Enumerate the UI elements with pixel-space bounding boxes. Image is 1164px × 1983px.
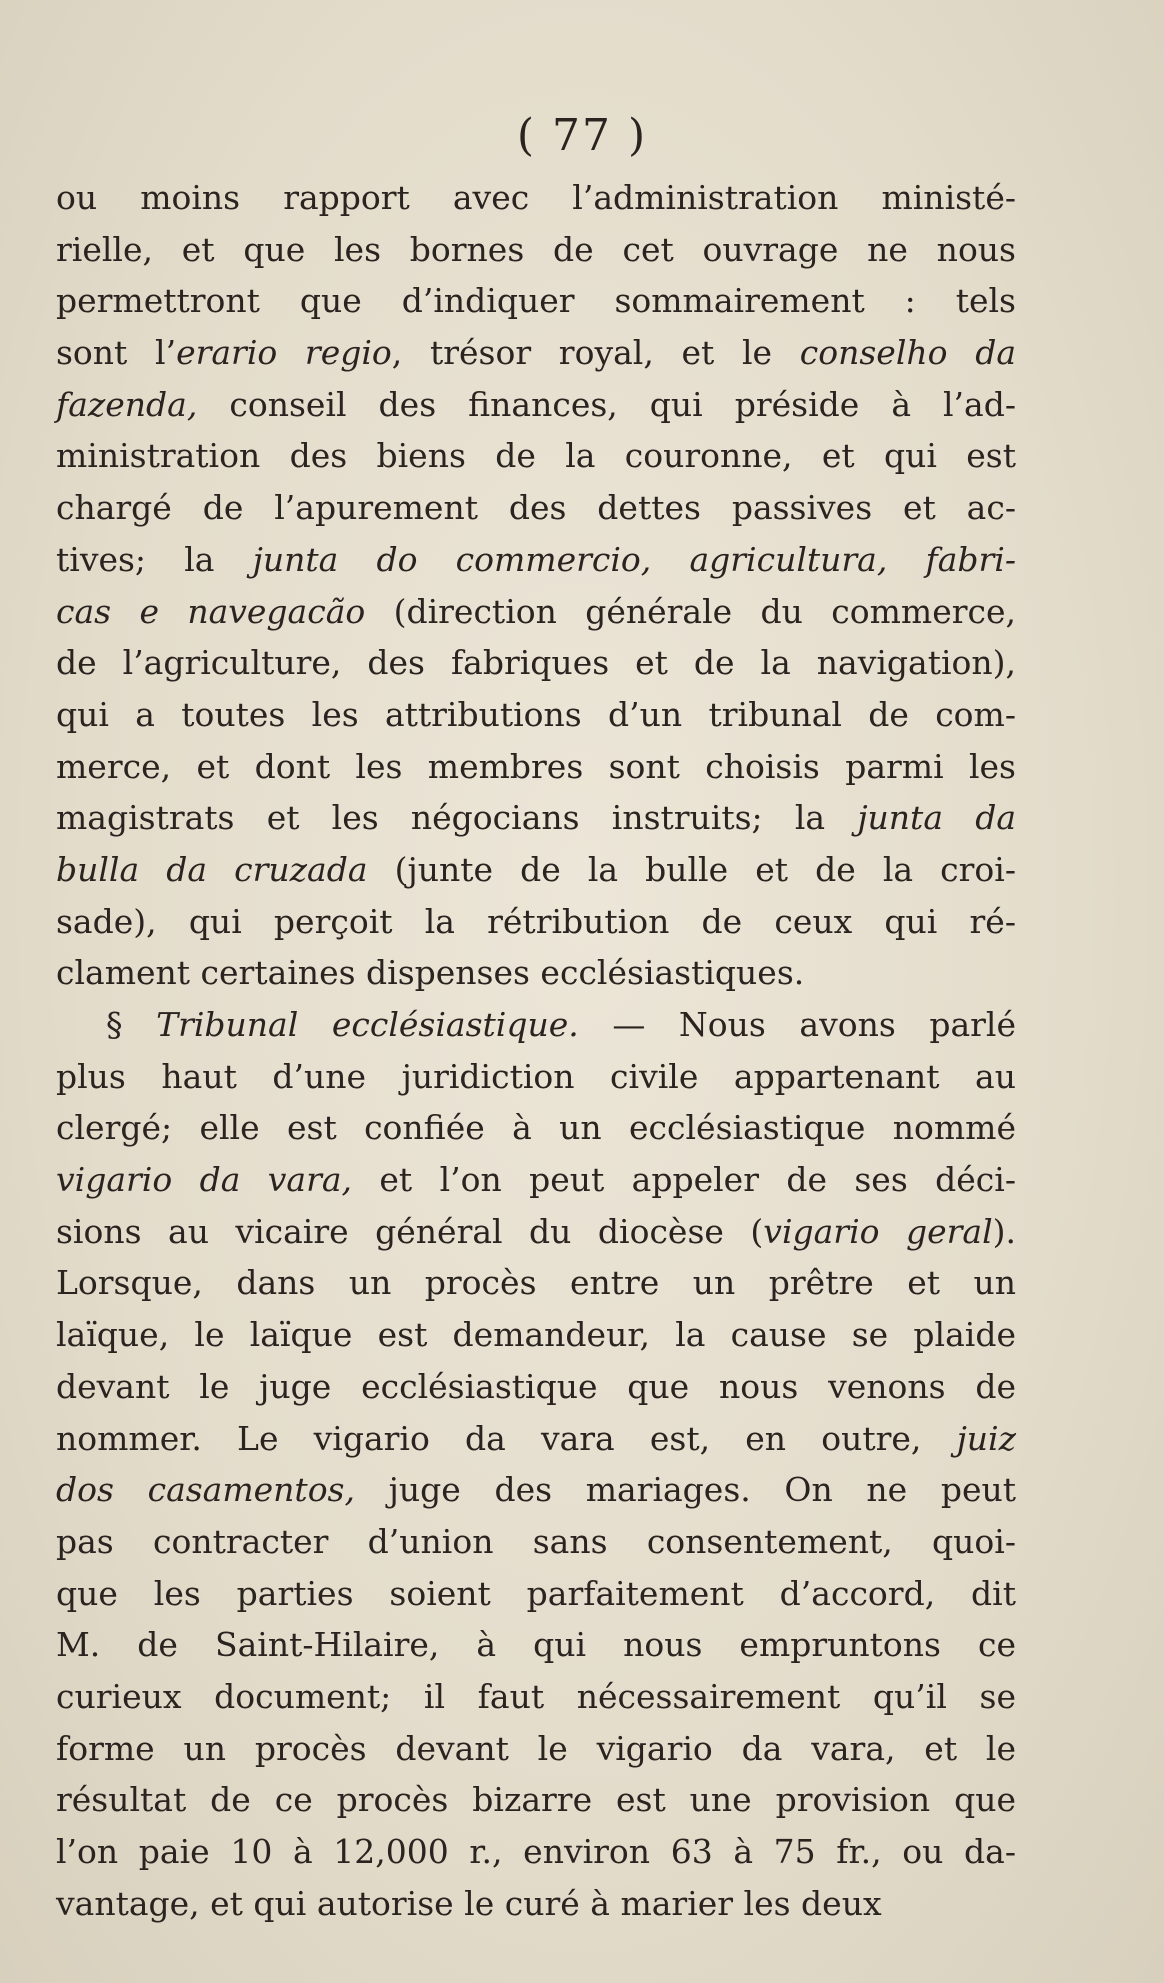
text-line bbox=[56, 844, 1016, 896]
text-segment: curieux document; il faut nécessairement qu’il se bbox=[56, 1676, 1016, 1716]
text-segment: résultat de ce procès bizarre est une provision que bbox=[56, 1780, 1016, 1820]
italic-text: junta da bbox=[857, 798, 1016, 838]
text-line bbox=[56, 741, 1016, 793]
text-line bbox=[56, 947, 1016, 999]
text-segment: Lorsque, dans un procès entre un prêtre et un bbox=[56, 1263, 1016, 1303]
text-segment: § bbox=[106, 1005, 157, 1044]
text-segment: chargé de l’apurement des dettes passives et ac- bbox=[56, 488, 1016, 528]
text-segment: clament certaines dispenses ecclésiastiques. bbox=[56, 953, 805, 993]
text-segment: vantage, et qui autorise le curé à marier les deux bbox=[56, 1883, 882, 1923]
text-line bbox=[56, 1774, 1016, 1826]
text-segment: de l’agriculture, des fabriques et de la navigation), bbox=[56, 643, 1016, 683]
text-segment: sont l’ bbox=[56, 333, 177, 373]
italic-text: cas e navegacão bbox=[56, 591, 366, 631]
text-line bbox=[56, 1051, 1016, 1103]
text-segment: , trésor royal, et le bbox=[391, 333, 800, 373]
text-line bbox=[56, 534, 1016, 586]
text-line bbox=[56, 1154, 1016, 1206]
text-line bbox=[56, 999, 1016, 1051]
italic-text: conselho da bbox=[799, 333, 1016, 373]
text-segment: que les parties soient parfaitement d’accord, dit bbox=[56, 1573, 1016, 1613]
text-segment: M. de Saint-Hilaire, à qui nous empruntons ce bbox=[56, 1625, 1016, 1665]
text-segment: conseil des finances, qui préside à l’ad- bbox=[197, 384, 1016, 424]
text-line bbox=[56, 1309, 1016, 1361]
text-segment: sade), qui perçoit la rétribution de ceux qui ré- bbox=[56, 901, 1016, 941]
text-segment: rielle, et que les bornes de cet ouvrage ne nous bbox=[56, 229, 1016, 269]
text-segment: — Nous avons parlé bbox=[578, 1005, 1017, 1044]
text-segment: tives; la bbox=[56, 539, 253, 579]
italic-text: vigario geral bbox=[763, 1211, 993, 1251]
text-segment: l’on paie 10 à 12,000 r., environ 63 à 75 fr., ou da- bbox=[56, 1832, 1016, 1871]
text-segment: permettront que d’indiquer sommairement : tels bbox=[56, 281, 1016, 321]
text-segment: qui a toutes les attributions d’un tribunal de com- bbox=[56, 694, 1016, 734]
text-segment: ). bbox=[992, 1211, 1017, 1251]
text-line bbox=[56, 1361, 1016, 1413]
text-line bbox=[56, 1671, 1016, 1723]
text-segment: devant le juge ecclésiastique que nous venons de bbox=[56, 1366, 1016, 1406]
text-segment: magistrats et les négocians instruits; la bbox=[56, 798, 858, 838]
text-line bbox=[56, 275, 1016, 327]
text-segment: (direction générale du commerce, bbox=[365, 591, 1016, 631]
text-segment: plus haut d’une juridiction civile appartenant au bbox=[56, 1056, 1016, 1096]
text-line bbox=[56, 172, 1016, 224]
text-line bbox=[56, 586, 1016, 638]
text-segment: et l’on peut appeler de ses déci- bbox=[352, 1160, 1016, 1200]
text-segment: ministration des biens de la couronne, et qui est bbox=[56, 436, 1016, 476]
text-line bbox=[56, 224, 1016, 276]
italic-text: junta do commercio, agricultura, fabri- bbox=[252, 539, 1016, 579]
text-line bbox=[56, 327, 1016, 379]
text-line bbox=[56, 1206, 1016, 1258]
text-line bbox=[56, 896, 1016, 948]
text-line bbox=[56, 792, 1016, 844]
text-line bbox=[56, 1413, 1016, 1465]
text-segment: juge des mariages. On ne peut bbox=[354, 1470, 1016, 1510]
italic-text: juiz bbox=[956, 1418, 1016, 1458]
page-number: ( 77 ) bbox=[516, 110, 648, 161]
italic-text: bulla da cruzada bbox=[56, 849, 368, 889]
text-line bbox=[56, 1464, 1016, 1516]
text-segment: forme un procès devant le vigario da vara, et le bbox=[56, 1728, 1016, 1768]
text-segment: ou moins rapport avec l’administration ministé- bbox=[56, 178, 1016, 217]
italic-text: fazenda, bbox=[56, 384, 198, 424]
text-segment: clergé; elle est confiée à un ecclésiastique nommé bbox=[56, 1108, 1016, 1148]
text-line bbox=[56, 379, 1016, 431]
text-segment: nommer. Le vigario da vara est, en outre, bbox=[56, 1418, 957, 1458]
text-line bbox=[56, 1878, 1016, 1930]
text-segment: laïque, le laïque est demandeur, la cause se plaide bbox=[56, 1315, 1016, 1355]
text-segment: (junte de la bulle et de la croi- bbox=[367, 849, 1016, 889]
text-line bbox=[56, 1102, 1016, 1154]
text-line bbox=[56, 689, 1016, 741]
italic-text: erario regio bbox=[176, 333, 392, 373]
text-line bbox=[56, 1723, 1016, 1775]
text-line bbox=[56, 430, 1016, 482]
text-segment: pas contracter d’union sans consentement, quoi- bbox=[56, 1521, 1016, 1561]
text-segment: sions au vicaire général du diocèse ( bbox=[56, 1211, 764, 1251]
text-line bbox=[56, 1257, 1016, 1309]
text-line bbox=[56, 482, 1016, 534]
italic-text: dos casamentos, bbox=[56, 1470, 355, 1510]
text-line bbox=[56, 1619, 1016, 1671]
text-segment: merce, et dont les membres sont choisis parmi les bbox=[56, 746, 1016, 786]
text-line bbox=[56, 1826, 1016, 1878]
text-line bbox=[56, 637, 1016, 689]
italic-text: Tribunal ecclésiastique. bbox=[156, 1005, 579, 1044]
body-text bbox=[56, 172, 1016, 1929]
italic-text: vigario da vara, bbox=[56, 1160, 353, 1200]
text-line bbox=[56, 1516, 1016, 1568]
text-line bbox=[56, 1568, 1016, 1620]
